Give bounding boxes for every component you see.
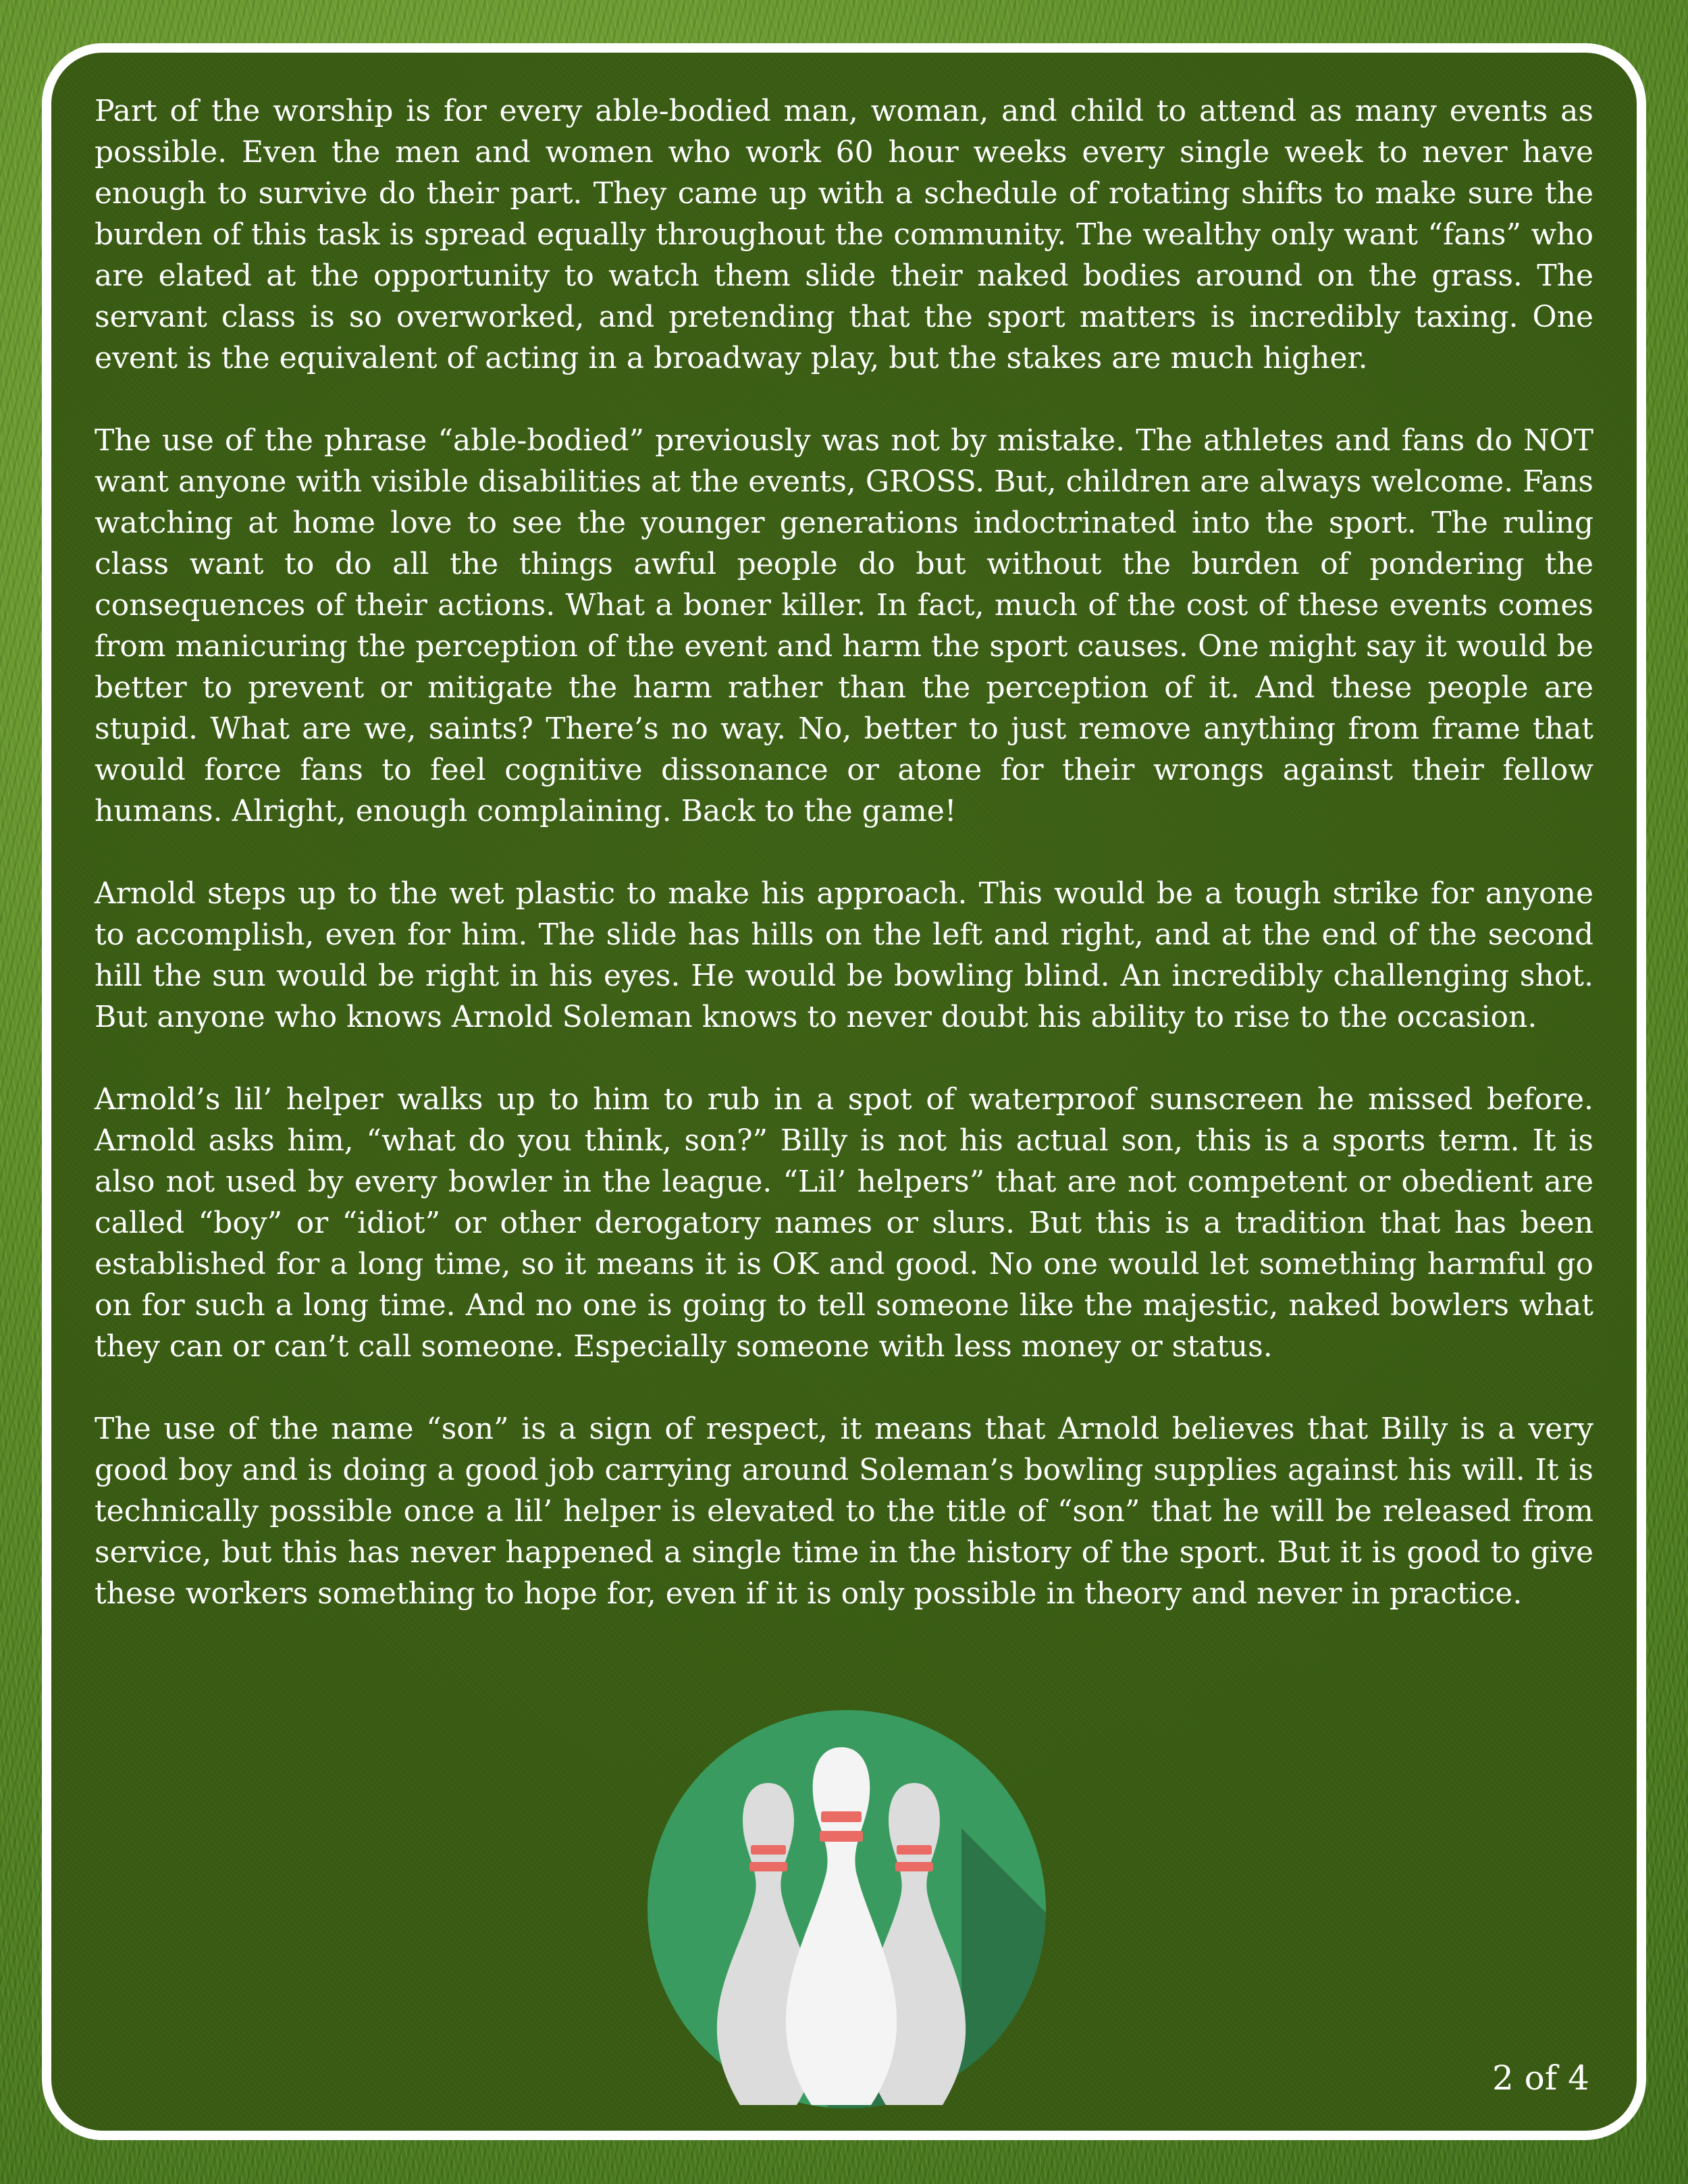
page-number: 2 of 4: [1492, 2058, 1589, 2098]
content-card: [42, 43, 1646, 2140]
body-text: [95, 90, 1593, 1655]
bowling-pins-svg: [644, 1707, 1049, 2112]
paragraph-5: The use of the name “son” is a sign of respect, it means that Arnold believes that Billy is a very good boy and is doing a good job carrying around Soleman’s bowling supplies against his will. It is technically possible once a lil’ helper is elevated to the title of “son” that he will be released from service, but this has never happened a single time in the history of the sport. But it is good to give these workers something to hope for, even if it is only possible in theory and never in practice.: [95, 1412, 1593, 1611]
bowling-pins-icon: [644, 1707, 1049, 2112]
paragraph-1: Part of the worship is for every able-bodied man, woman, and child to attend as many events as possible. Even the men and women who work 60 hour weeks every single week to never have enough to survive do their part. They came up with a schedule of rotating shifts to make sure the burden of this task is spread equally throughout the community. The wealthy only want “fans” who are elated at the opportunity to watch them slide their naked bodies around on the grass. The servant class is so overworked, and pretending that the sport matters is incredibly taxing. One event is the equivalent of acting in a broadway play, but the stakes are much higher.: [95, 94, 1593, 375]
paragraph-3: Arnold steps up to the wet plastic to make his approach. This would be a tough strike for anyone to accomplish, even for him. The slide has hills on the left and right, and at the end of the second hill the sun would be right in his eyes. He would be bowling blind. An incredibly challenging shot. But anyone who knows Arnold Soleman knows to never doubt his ability to rise to the occasion.: [95, 876, 1593, 1034]
paragraph-2: The use of the phrase “able-bodied” previously was not by mistake. The athletes and fans do NOT want anyone with visible disabilities at the events, GROSS. But, children are always welcome. Fans watching at home love to see the younger generations indoctrinated into the sport. The ruling class want to do all the things awful people do but without the burden of pondering the consequences of their actions. What a boner killer. In fact, much of the cost of these events comes from manicuring the perception of the event and harm the sport causes. One might say it would be better to prevent or mitigate the harm rather than the perception of it. And these people are stupid. What are we, saints? There’s no way. No, better to just remove anything from frame that would force fans to feel cognitive dissonance or atone for their wrongs against their fellow humans. Alright, enough complaining. Back to the game!: [95, 423, 1593, 828]
paragraph-4: Arnold’s lil’ helper walks up to him to rub in a spot of waterproof sunscreen he missed before. Arnold asks him, “what do you think, son?” Billy is not his actual son, this is a sports term. It is also not used by every bowler in the league. “Lil’ helpers” that are not competent or obedient are called “boy” or “idiot” or other derogatory names or slurs. But this is a tradition that has been established for a long time, so it means it is OK and good. No one would let something harmful go on for such a long time. And no one is going to tell someone like the majestic, naked bowlers what they can or can’t call someone. Especially someone with less money or status.: [95, 1082, 1593, 1364]
